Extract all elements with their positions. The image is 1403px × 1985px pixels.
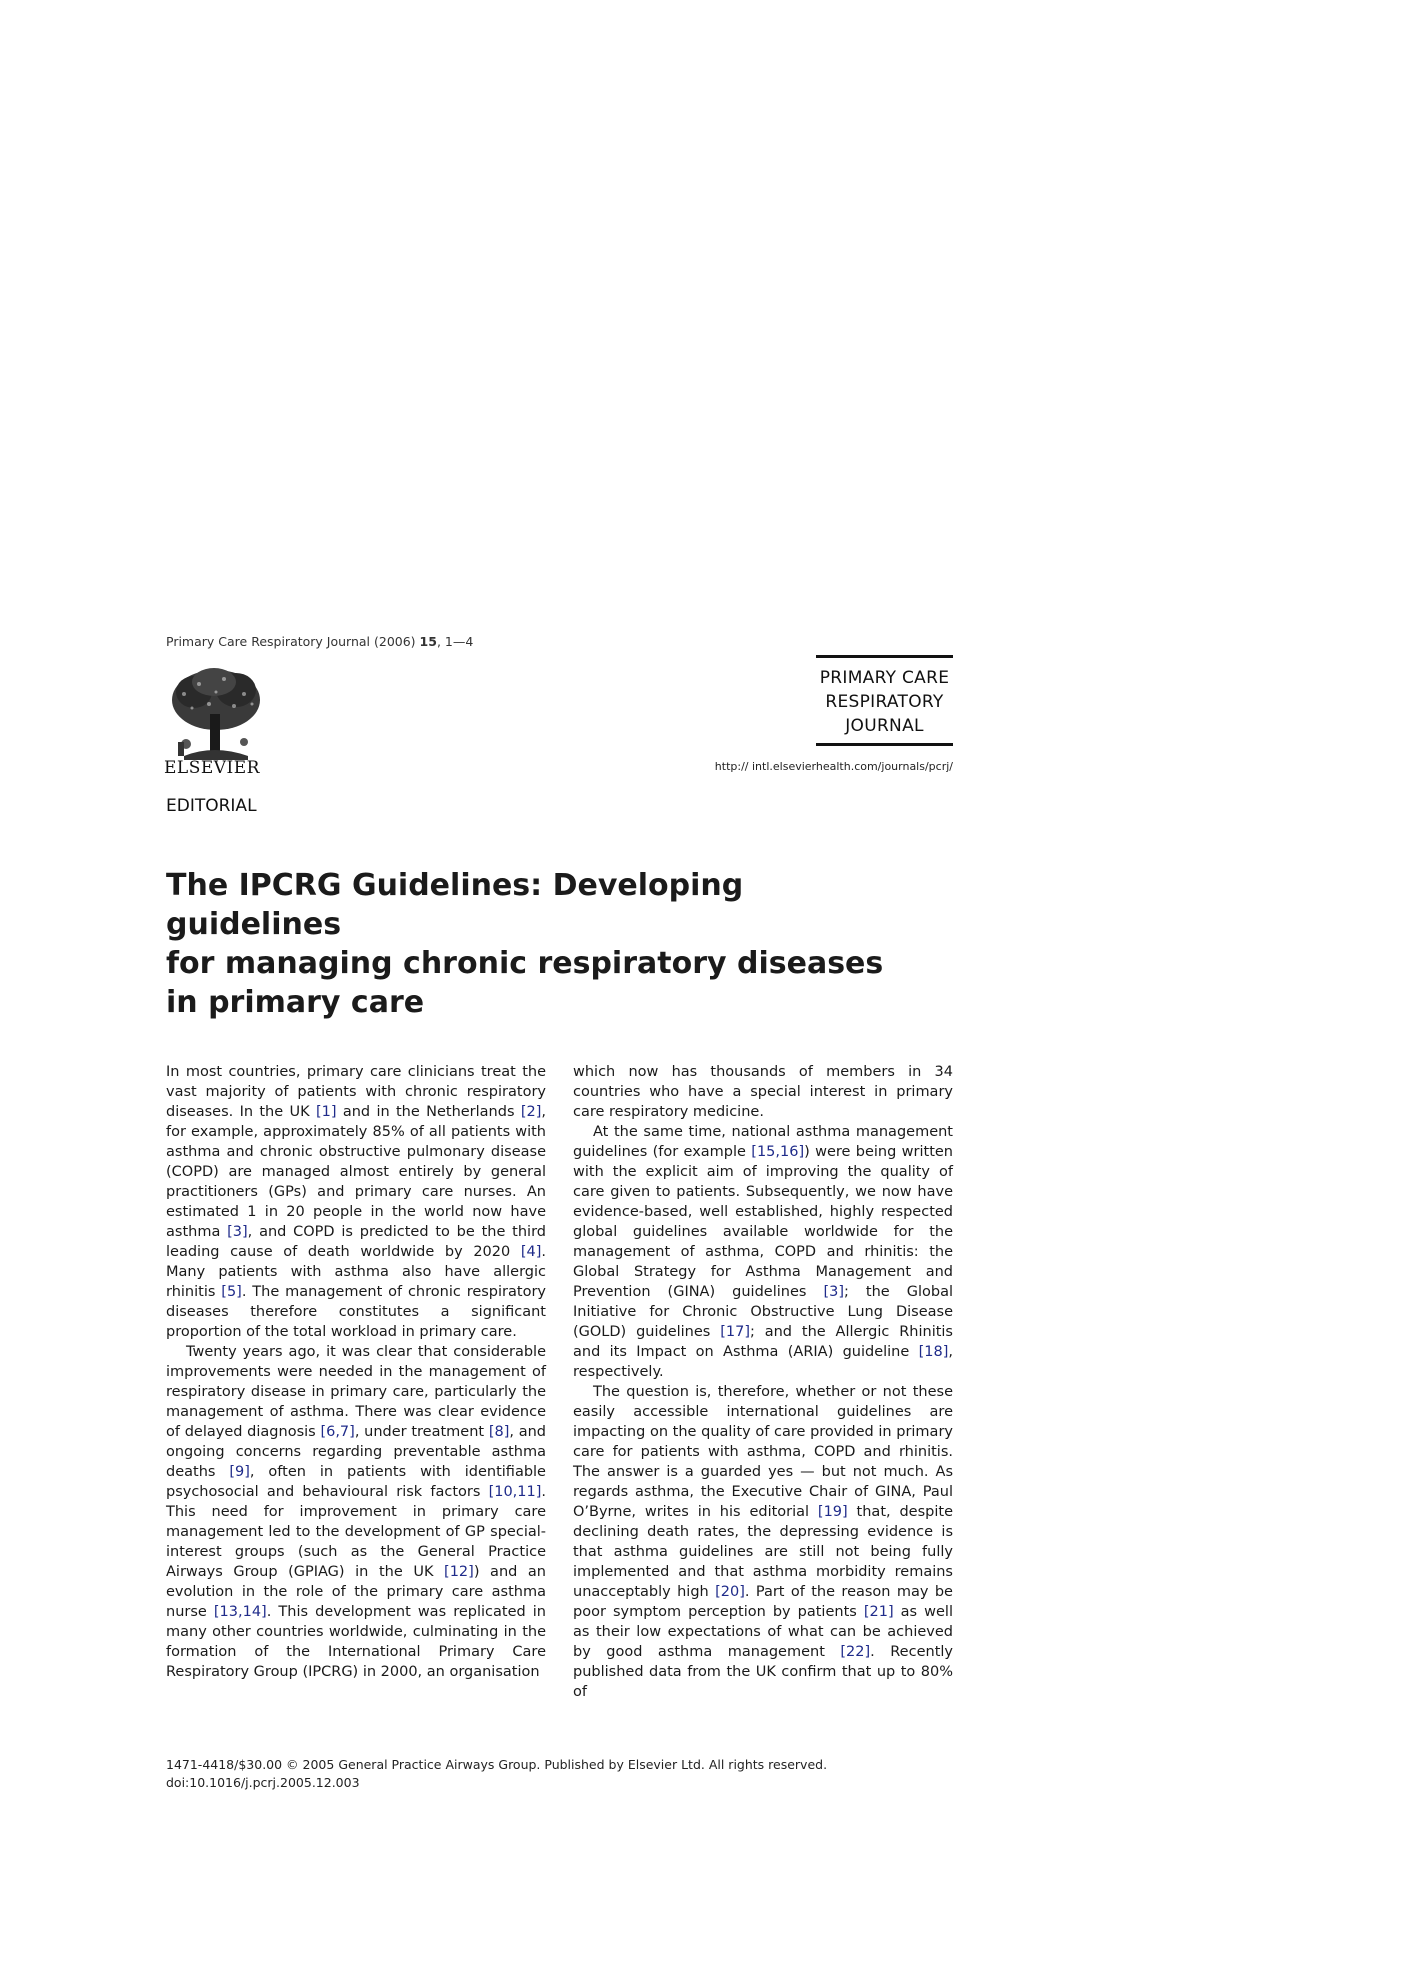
paragraph <box>573 1382 953 1702</box>
citation-link[interactable]: [10,11] <box>488 1484 542 1500</box>
journal-logo-line-2: RESPIRATORY <box>825 692 944 712</box>
text: . Recently published data from the UK confirm that up to 80% of <box>573 1644 953 1700</box>
citation-link[interactable]: [1] <box>315 1104 337 1120</box>
text: In most countries, primary care clinicians treat the vast majority of patients with chronic respiratory diseases. In the UK <box>166 1064 546 1120</box>
journal-name: Primary Care Respiratory Journal (2006) <box>166 634 416 649</box>
text: , respectively. <box>573 1344 953 1380</box>
paragraph <box>573 1122 953 1382</box>
text: . Part of the reason may be poor symptom perception by patients <box>573 1584 953 1620</box>
citation-link[interactable]: [6,7] <box>320 1424 355 1440</box>
text: Twenty years ago, it was clear that considerable improvements were needed in the management of respiratory disease in primary care, particularly the management of asthma. There was clear evidence of delayed diagnosis <box>166 1344 546 1440</box>
citation-link[interactable]: [4] <box>520 1244 542 1260</box>
copyright-line: 1471-4418/$30.00 © 2005 General Practice Airways Group. Published by Elsevier Ltd. All rights reserved. <box>166 1757 828 1772</box>
citation-link[interactable]: [19] <box>817 1504 848 1520</box>
citation-link[interactable]: [18] <box>918 1344 949 1360</box>
text: . Many patients with asthma also have allergic rhinitis <box>166 1244 546 1300</box>
journal-url-link[interactable]: http:// intl.elsevierhealth.com/journals/pcrj/ <box>714 760 953 773</box>
body-column-right <box>573 1062 953 1702</box>
citation-link[interactable]: [3] <box>823 1284 845 1300</box>
text: ; and the Allergic Rhinitis and its Impact on Asthma (ARIA) guideline <box>573 1324 953 1360</box>
text: that, despite declining death rates, the depressing evidence is that asthma guidelines are still not being fully implemented and that asthma morbidity remains unacceptably high <box>573 1504 953 1600</box>
text: , and COPD is predicted to be the third leading cause of death worldwide by 2020 <box>166 1224 546 1260</box>
citation-link[interactable]: [13,14] <box>213 1604 267 1620</box>
article-title <box>166 866 926 1022</box>
body-column-left <box>166 1062 546 1682</box>
citation-link[interactable]: [22] <box>840 1644 871 1660</box>
citation-link[interactable]: [2] <box>520 1104 542 1120</box>
text: and in the Netherlands <box>336 1104 521 1120</box>
section-label: EDITORIAL <box>166 796 257 816</box>
text: . This need for improvement in primary care management led to the development of GP special-interest groups (such as the General Practice Airways Group (GPIAG) in the UK <box>166 1484 546 1580</box>
paragraph <box>573 1062 953 1122</box>
text: , often in patients with identifiable psychosocial and behavioural risk factors <box>166 1464 546 1500</box>
citation-link[interactable]: [12] <box>444 1564 474 1580</box>
citation-link[interactable]: [5] <box>221 1284 242 1300</box>
paragraph <box>166 1342 546 1682</box>
pages: , 1—4 <box>436 634 474 649</box>
footer <box>166 1756 827 1792</box>
citation-link[interactable]: [3] <box>227 1224 248 1240</box>
text: , for example, approximately 85% of all patients with asthma and chronic obstructive pulmonary disease (COPD) are managed almost entirely by general practitioners (GPs) and primary care nurses. An estimated 1 in 20 people in the world now have asthma <box>166 1104 546 1240</box>
text: ; the Global Initiative for Chronic Obstructive Lung Disease (GOLD) guidelines <box>573 1284 954 1340</box>
journal-logo-bottom-rule <box>816 743 953 746</box>
citation-link[interactable]: [9] <box>229 1464 250 1480</box>
citation-link[interactable]: [17] <box>720 1324 750 1340</box>
running-head <box>166 634 473 649</box>
citation-link[interactable]: [8] <box>488 1424 510 1440</box>
text: , and ongoing concerns regarding preventable asthma deaths <box>166 1424 546 1480</box>
paragraph <box>166 1062 546 1342</box>
elsevier-wordmark: ELSEVIER <box>164 758 260 778</box>
text: , under treatment <box>354 1424 489 1440</box>
text: At the same time, national asthma management guidelines (for example <box>573 1124 953 1160</box>
journal-logo-line-1: PRIMARY CARE <box>819 668 950 688</box>
text: as well as their low expectations of what can be achieved by good asthma management <box>573 1604 953 1660</box>
journal-logo-line-3: JOURNAL <box>845 716 924 736</box>
text: . The management of chronic respiratory diseases therefore constitutes a significant proportion of the total workload in primary care. <box>166 1284 546 1340</box>
citation-link[interactable]: [21] <box>863 1604 894 1620</box>
journal-logo <box>816 655 953 746</box>
citation-link[interactable]: [15,16] <box>751 1144 805 1160</box>
title-line-1: The IPCRG Guidelines: Developing guidelines <box>166 868 744 942</box>
text: The question is, therefore, whether or not these easily accessible international guidelines are impacting on the quality of care provided in primary care for patients with asthma, COPD and rhinitis. The answer is a guarded yes — but not much. As regards asthma, the Executive Chair of GINA, Paul O’Byrne, writes in his editorial <box>573 1384 953 1520</box>
journal-logo-top-rule <box>816 655 953 658</box>
text: ) and an evolution in the role of the primary care asthma nurse <box>166 1564 546 1620</box>
citation-link[interactable]: [20] <box>715 1584 745 1600</box>
doi-link[interactable]: doi:10.1016/j.pcrj.2005.12.003 <box>166 1775 360 1790</box>
text: ) were being written with the explicit aim of improving the quality of care given to patients. Subsequently, we now have evidence-based, well established, highly respected global guidelines available worldwide for the management of asthma, COPD and rhinitis: the Global Strategy for Asthma Management and Prevention (GINA) guidelines <box>573 1144 953 1300</box>
text: . This development was replicated in many other countries worldwide, culminating in the formation of the International Primary Care Respiratory Group (IPCRG) in 2000, an organisation <box>166 1604 546 1680</box>
title-line-3: in primary care <box>166 985 425 1020</box>
volume: 15 <box>419 634 437 649</box>
title-line-2: for managing chronic respiratory diseases <box>166 946 884 981</box>
text: which now has thousands of members in 34 countries who have a special interest in primary care respiratory medicine. <box>573 1064 953 1120</box>
